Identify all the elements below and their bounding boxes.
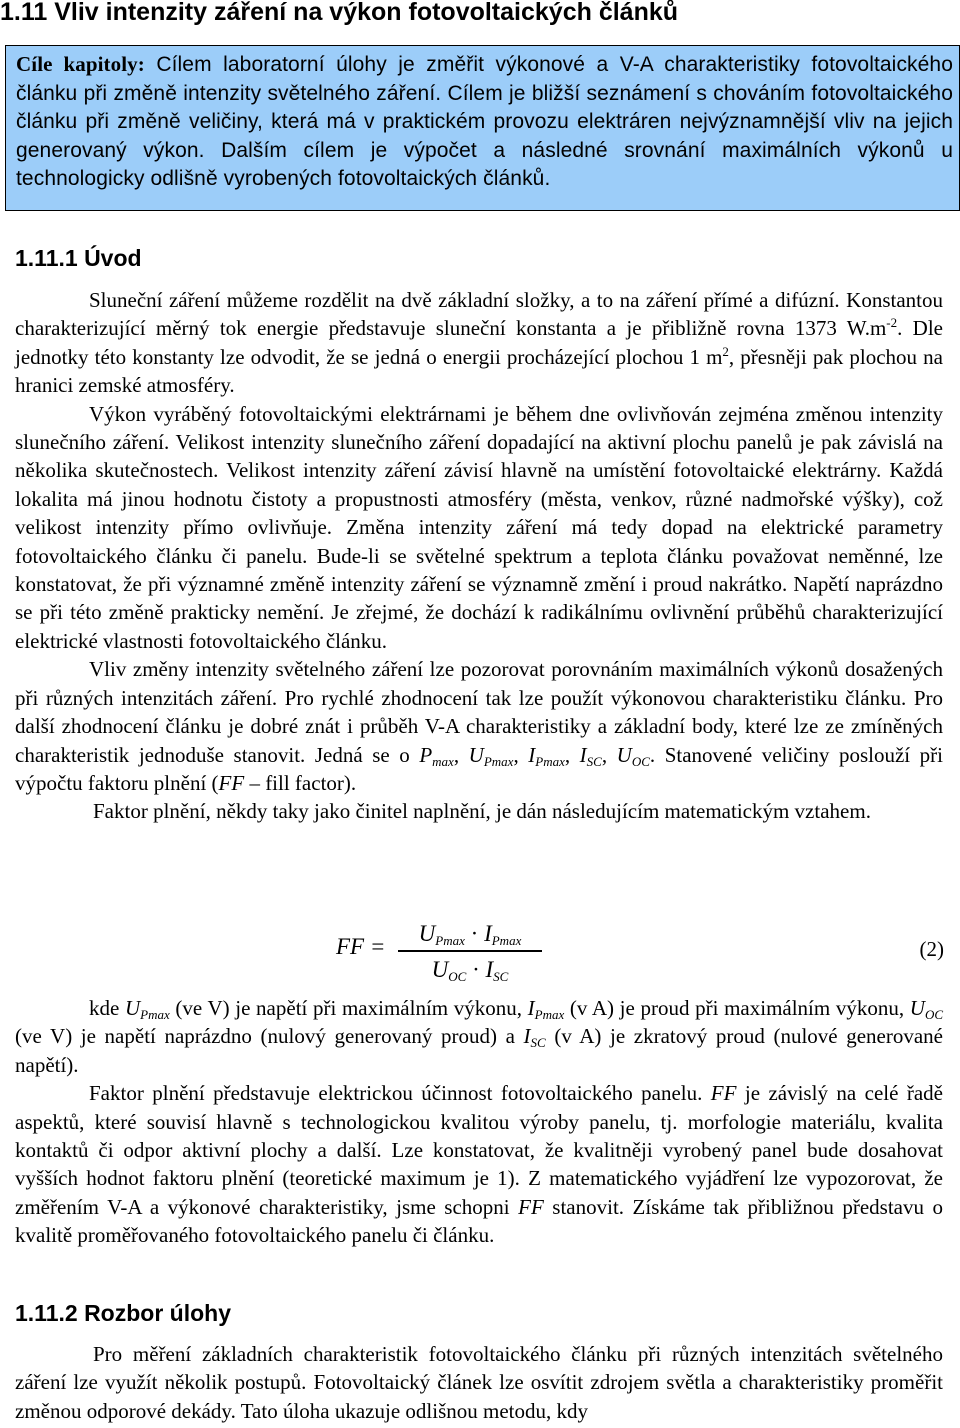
paragraph: Faktor plnění, někdy taky jako činitel naplnění, je dán následujícím matematickým vztahem. xyxy=(93,799,871,824)
paragraph: Pro měření základních charakteristik fotovoltaického článku při různých intenzitách světelného záření lze využít několik postupů. Fotovoltaický článek lze osvítit zdrojem světla a charakteristiky proměřit změnou odporové dekády. Tato úloha ukazuje odlišnou metodu, kdy xyxy=(15,1342,943,1423)
equation-lhs: FF = xyxy=(336,934,386,959)
chapter-heading: 1.11 Vliv intenzity záření na výkon fotovoltaických článků xyxy=(0,0,679,26)
section-heading-rozbor: 1.11.2 Rozbor úlohy xyxy=(15,1300,231,1326)
equation-fraction xyxy=(397,918,543,986)
equation-numerator: $U_{Pmax} \cdot I_{Pmax}$ xyxy=(418,921,522,948)
section-uvod-body xyxy=(15,286,943,826)
equation-denominator: $U_{OC} \cdot I_{SC}$ xyxy=(431,956,509,984)
paragraph: Vliv změny intenzity světelného záření lze pozorovat porovnáním maximálních výkonů dosažených při různých intenzitách záření. Pro rychlé zhodnocení tak lze použít výkonovou charakteristiku článku. Pro další zhodnocení článku je dobré znát i průběh V-A charakteristiky a základní body, které lze ze zmíněných charakteristik jednoduše stanovit. Jedná se o $P_{max}$, $U_{Pmax}$, $I_{Pmax}$, $I_{SC}$, $U_{OC}$. Stanovené veličiny poslouží při výpočtu faktoru plnění (FF – fill factor). xyxy=(15,657,943,795)
chapter-goals-box xyxy=(5,45,960,211)
section-heading-uvod: 1.11.1 Úvod xyxy=(15,245,142,271)
equation-fill-factor xyxy=(0,918,960,988)
paragraph: Faktor plnění představuje elektrickou účinnost fotovoltaického panelu. FF je závislý na celé řadě aspektů, které souvisí hlavně s technologickou kvalitou výroby panelu, tj. morfologie materiálu, kvalita kontaktů či odpor aktivní plochy a další. Lze konstatovat, že kvalitněji vyrobený panel bude dosahovat vyšších hodnot faktoru plnění (teoretické maximum je 1). Z matematického vyjádření lze vypozorovat, že změřením V-A a výkonové charakteristiky, jsme schopni FF stanovit. Získáme tak přibližnou představu o kvalitě proměřovaného fotovoltaického panelu či článku. xyxy=(15,1081,943,1248)
paragraph: kde $U_{Pmax}$ (ve V) je napětí při maximálním výkonu, $I_{Pmax}$ (v A) je proud při maximálním výkonu, $U_{OC}$ (ve V) je napětí naprázdno (nulový generovaný proud) a $I_{SC}$ (v A) je zkratový proud (nulové generované napětí). xyxy=(15,996,943,1077)
section-rozbor-body xyxy=(15,1340,943,1425)
section-uvod-body-continued xyxy=(15,994,943,1250)
paragraph: Sluneční záření můžeme rozdělit na dvě základní složky, a to na záření přímé a difúzní. Konstantou charakterizující měrný tok energie představuje sluneční konstanta a je přibližně rovna 1373 $W.m^{-2}$. Dle jednotky této konstanty lze odvodit, že se jedná o energii procházející plochou 1 $m^2$, přesněji pak plochou na hranici zemské atmosféry. xyxy=(15,288,943,398)
paragraph: Výkon vyráběný fotovoltaickými elektrárnami je během dne ovlivňován zejména změnou intenzity slunečního záření. Velikost intenzity slunečního záření dopadající na aktivní plochu panelů je pak závislá na několika skutečnostech. Velikost intenzity záření závisí hlavně na umístění fotovoltaické elektrárny. Každá lokalita má jinou hodnotu čistoty a propustnosti atmosféry (města, venkov, různé nadmořské výšky), což velikost intenzity přímo ovlivňuje. Změna intenzity záření má tedy dopad na elektrické parametry fotovoltaického článku či panelu. Bude-li se světelné spektrum a teplota článku považovat neměnné, lze konstatovat, že při významné změně intenzity záření se významně změní i proud nakrátko. Napětí naprázdno se při této změně prakticky nemění. Je zřejmé, že dochází k radikálnímu ovlivnění průběhů charakterizující elektrické vlastnosti fotovoltaického článku. xyxy=(15,401,943,653)
chapter-goals-text: Cíle kapitoly: Cílem laboratorní úlohy je změřit výkonové a V-A charakteristiky fotovoltaického článku při změně intenzity světelného záření. Cílem je bližší seznámení s chováním fotovoltaického článku při změně veličiny, která má v praktickém provozu elektráren nejvýznamnější vliv na jejich generovaný výkon. Dalším cílem je výpočet a následné srovnání maximálních výkonů u technologicky odlišně vyrobených fotovoltaických článků. xyxy=(16,52,953,190)
chapter-goals-label: Cíle kapitoly: xyxy=(16,52,145,76)
equation-number: (2) xyxy=(919,937,944,961)
